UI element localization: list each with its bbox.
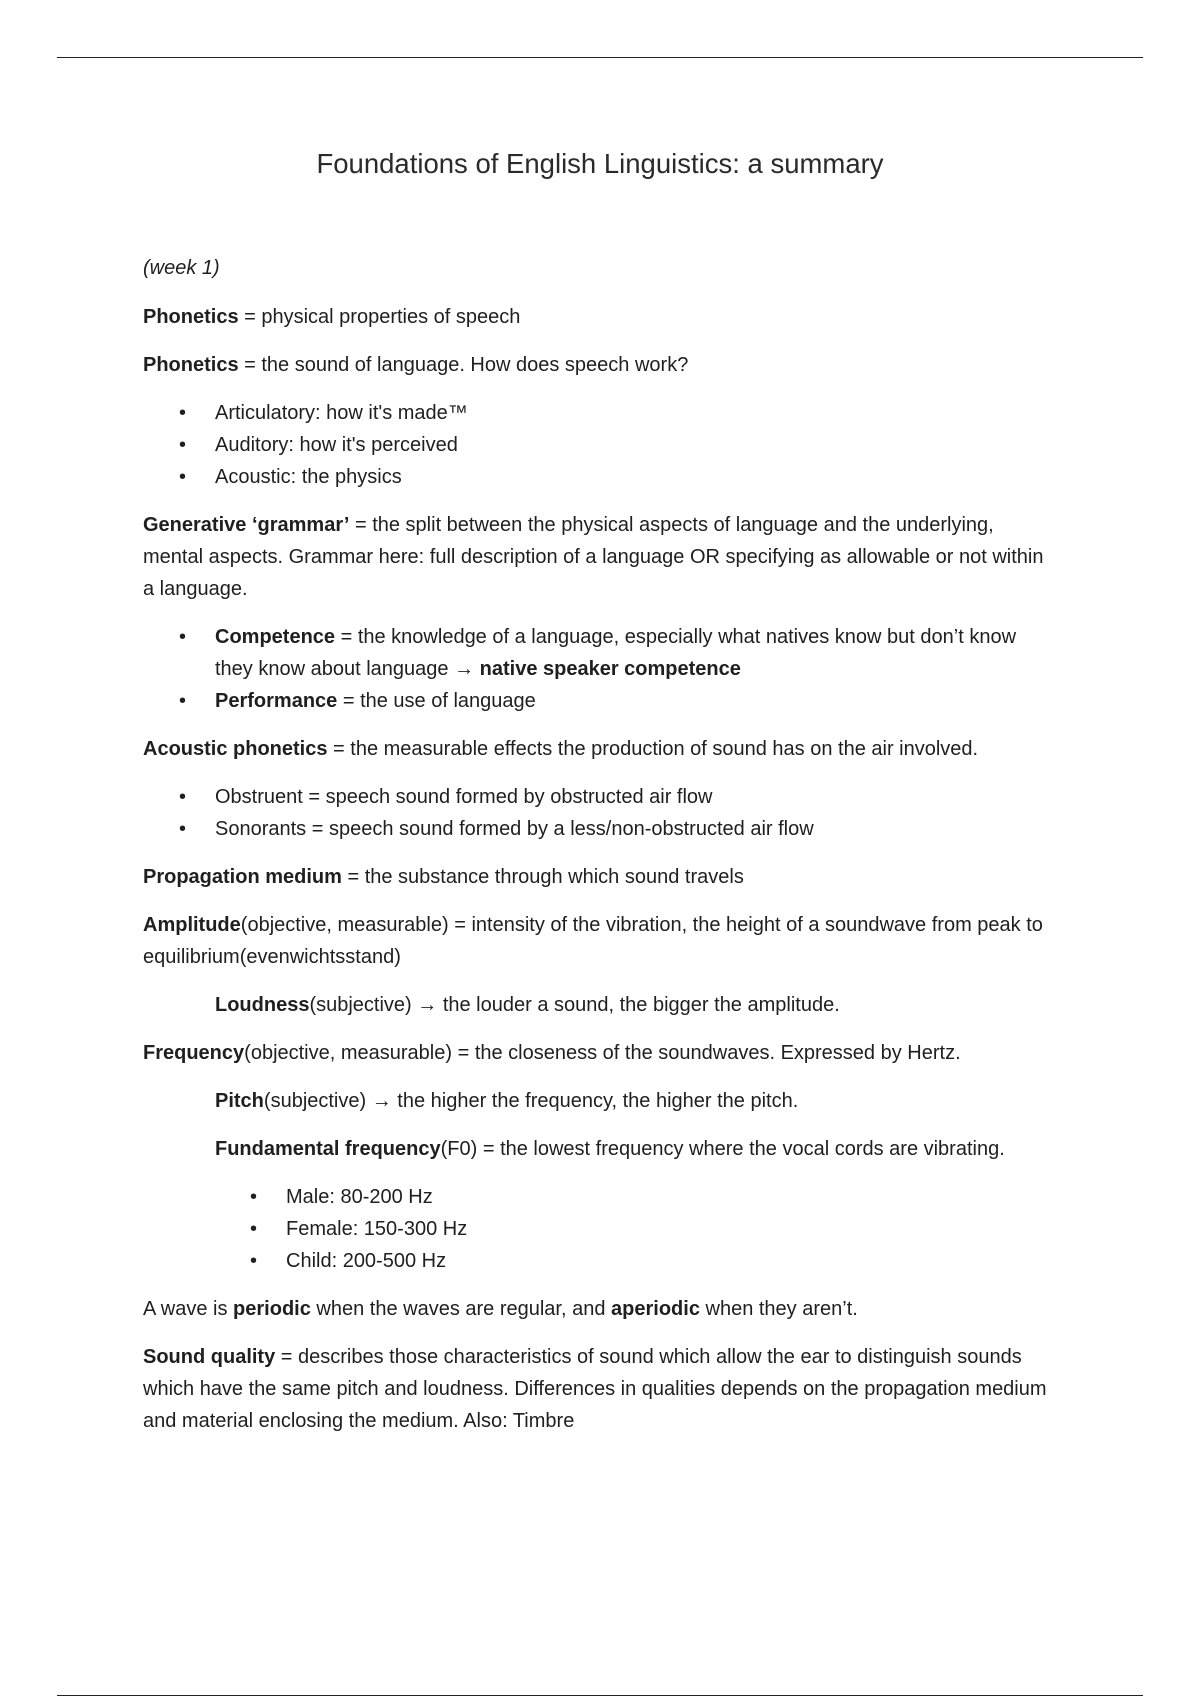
text: when the waves are regular, and [310, 1298, 612, 1320]
list-item: • Obstruent = speech sound formed by obstructed air flow [143, 781, 1058, 813]
text: when they aren’t. [699, 1298, 858, 1320]
definition-phonetics-1 [143, 301, 1058, 333]
arrow-right-icon: → [417, 994, 438, 1016]
definition-fundamental-frequency [143, 1133, 1058, 1165]
term: aperiodic [611, 1298, 700, 1320]
arrow-right-icon: → [454, 658, 475, 680]
term: Fundamental frequency [215, 1138, 441, 1160]
phonetics-list [143, 397, 1058, 493]
definition-pitch [143, 1085, 1058, 1117]
week-label: (week 1) [143, 257, 220, 279]
definition-text: = the knowledge of a language, especially what natives know but don’t know they know about language [215, 626, 1017, 680]
term: Acoustic phonetics [143, 738, 328, 760]
definition-periodic [143, 1293, 1058, 1325]
list-item: • Articulatory: how it's made™ [143, 397, 1058, 429]
definition-text: = the measurable effects the production of sound has on the air involved. [327, 738, 979, 760]
frequency-range-list [143, 1181, 1058, 1277]
term: periodic [233, 1298, 311, 1320]
term: Competence [215, 626, 336, 648]
list-item: • Male: 80-200 Hz [143, 1181, 1058, 1213]
definition-acoustic-phonetics [143, 733, 1058, 765]
definition-text: (subjective) [263, 1090, 372, 1112]
list-item-performance [143, 685, 1058, 717]
definition-text: (subjective) [309, 994, 418, 1016]
arrow-right-icon: → [371, 1090, 392, 1112]
top-rule [57, 57, 1143, 58]
term: Phonetics [143, 306, 239, 328]
definition-text: the higher the frequency, the higher the pitch. [391, 1090, 799, 1112]
term: Loudness [215, 994, 310, 1016]
definition-text: = describes those characteristics of sound which allow the ear to distinguish sounds which have the same pitch and loudness. Differences in qualities depends on the propagation medium and material enclosing the medium. Also: Timbre [143, 1346, 1047, 1432]
list-item: • Female: 150-300 Hz [143, 1213, 1058, 1245]
term: Generative ‘grammar’ [143, 514, 350, 536]
term: Pitch [215, 1090, 264, 1112]
definition-text: (objective, measurable) = the closeness of the soundwaves. Expressed by Hertz. [244, 1042, 961, 1064]
definition-frequency [143, 1037, 1058, 1069]
term: native speaker competence [474, 658, 741, 680]
definition-propagation-medium [143, 861, 1058, 893]
term: Sound quality [143, 1346, 276, 1368]
definition-text: the louder a sound, the bigger the amplitude. [437, 994, 840, 1016]
term: Performance [215, 690, 338, 712]
definition-amplitude [143, 909, 1058, 973]
definition-text: = the sound of language. How does speech work? [238, 354, 689, 376]
definition-sound-quality [143, 1341, 1058, 1437]
list-item-competence [143, 621, 1058, 685]
definition-text: (F0) = the lowest frequency where the vocal cords are vibrating. [440, 1138, 1005, 1160]
list-item: • Child: 200-500 Hz [143, 1245, 1058, 1277]
definition-text: = the use of language [337, 690, 536, 712]
list-item: • Acoustic: the physics [143, 461, 1058, 493]
bottom-rule [57, 1695, 1143, 1696]
list-item: • Auditory: how it's perceived [143, 429, 1058, 461]
definition-text: = the substance through which sound travels [341, 866, 744, 888]
acoustic-list [143, 781, 1058, 845]
term: Amplitude [143, 914, 241, 936]
term: Propagation medium [143, 866, 342, 888]
definition-phonetics-2 [143, 349, 1058, 381]
definition-text: (objective, measurable) = intensity of the vibration, the height of a soundwave from peak to equilibrium(evenwichtsstand) [143, 914, 1043, 968]
definition-generative-grammar [143, 509, 1058, 605]
text: A wave is [143, 1298, 234, 1320]
term: Phonetics [143, 354, 239, 376]
document-body [143, 252, 1058, 1453]
page-title: Foundations of English Linguistics: a summary [316, 148, 884, 179]
definition-text: = physical properties of speech [238, 306, 521, 328]
definition-text: = the split between the physical aspects of language and the underlying, mental aspects. Grammar here: full description of a language OR specifying as allowable or not within a language. [143, 514, 1044, 600]
term: Frequency [143, 1042, 245, 1064]
competence-list [143, 621, 1058, 717]
definition-loudness [143, 989, 1058, 1021]
list-item: • Sonorants = speech sound formed by a less/non-obstructed air flow [143, 813, 1058, 845]
